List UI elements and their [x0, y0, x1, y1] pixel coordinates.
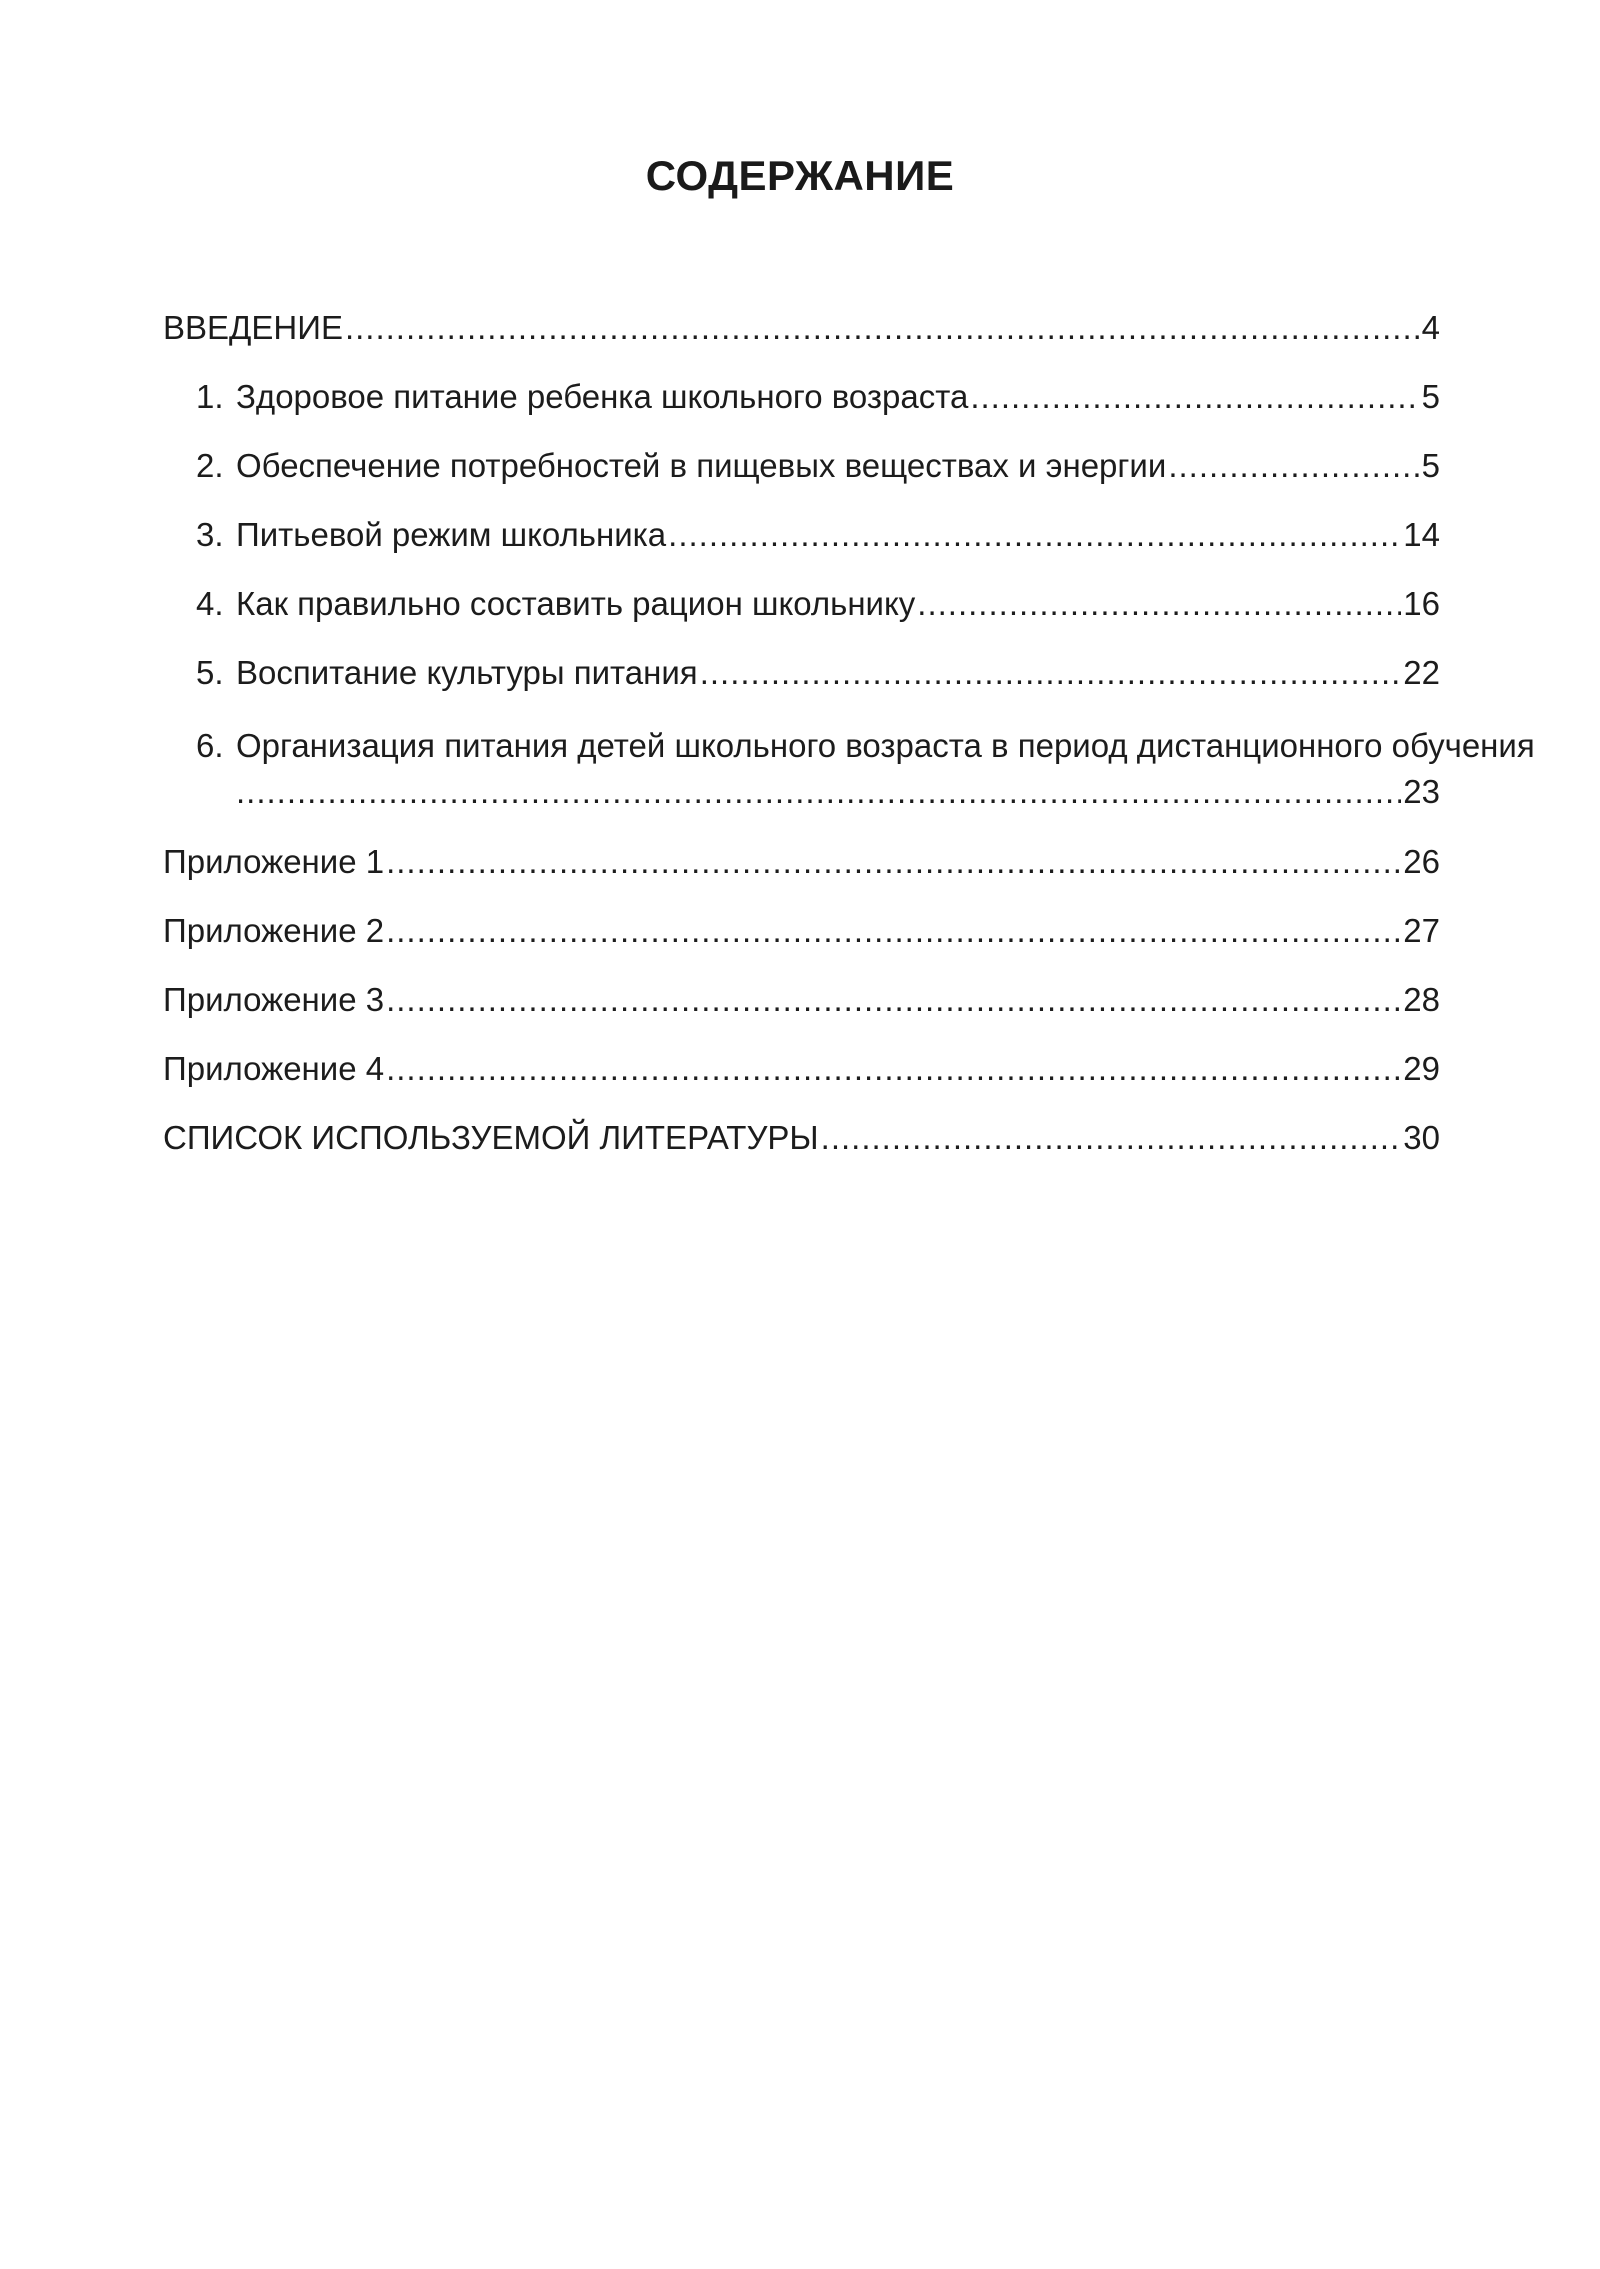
toc-page-number: 22	[1403, 654, 1440, 691]
toc-leader-dots	[345, 308, 1420, 348]
toc-entry-appendix-4[interactable]	[163, 1049, 1440, 1089]
toc-entry-number: 5.	[196, 654, 224, 691]
toc-entry-item-5[interactable]	[196, 653, 1440, 693]
toc-entry-label: Приложение 3	[163, 981, 385, 1018]
toc-page-number: 23	[1403, 773, 1440, 810]
toc-leader-dots	[386, 1049, 1401, 1089]
toc-entry-label: Питьевой режим школьника	[236, 516, 667, 553]
toc-page-number: 29	[1403, 1050, 1440, 1087]
toc-leader-dots	[700, 653, 1402, 693]
toc-page-number: 30	[1403, 1119, 1440, 1156]
toc-entry-label: Обеспечение потребностей в пищевых веществах и энергии	[236, 447, 1167, 484]
toc-entry-appendix-3[interactable]	[163, 980, 1440, 1020]
page-title: СОДЕРЖАНИЕ	[645, 152, 955, 199]
toc-entry-label: Организация питания детей школьного возраста в период дистанционного обучения	[236, 727, 1535, 764]
toc-entry-number: 6.	[196, 727, 224, 764]
toc-entry-number: 2.	[196, 447, 224, 484]
toc-entry-item-1[interactable]	[196, 377, 1440, 417]
toc-entry-item-6[interactable]	[236, 772, 1440, 812]
toc-page-number: 28	[1403, 981, 1440, 1018]
toc-entry-label: Приложение 2	[163, 912, 385, 949]
toc-page-number: 5	[1421, 447, 1440, 484]
toc-entry-item-6-title[interactable]	[196, 726, 1535, 766]
toc-page-number: 16	[1403, 585, 1440, 622]
toc-entry-label: Приложение 4	[163, 1050, 385, 1087]
toc-entry-item-4[interactable]	[196, 584, 1440, 624]
toc-entry-appendix-2[interactable]	[163, 911, 1440, 951]
toc-leader-dots	[917, 584, 1401, 624]
toc-entry-number: 3.	[196, 516, 224, 553]
toc-entry-label: Приложение 1	[163, 843, 385, 880]
toc-page-number: 27	[1403, 912, 1440, 949]
toc-entry-number: 4.	[196, 585, 224, 622]
toc-leader-dots	[236, 772, 1401, 812]
toc-leader-dots	[668, 515, 1401, 555]
toc-entry-label: Воспитание культуры питания	[236, 654, 698, 691]
toc-entry-references[interactable]	[163, 1118, 1440, 1158]
toc-entry-number: 1.	[196, 378, 224, 415]
toc-entry-appendix-1[interactable]	[163, 842, 1440, 882]
toc-leader-dots	[386, 842, 1401, 882]
toc-page-number: 5	[1421, 378, 1440, 415]
toc-leader-dots	[386, 911, 1401, 951]
toc-leader-dots	[821, 1118, 1402, 1158]
toc-leader-dots	[1168, 446, 1419, 486]
toc-entry-label: ВВЕДЕНИЕ	[163, 309, 343, 346]
toc-page-number: 26	[1403, 843, 1440, 880]
toc-entry-label: Как правильно составить рацион школьнику	[236, 585, 916, 622]
toc-leader-dots	[970, 377, 1419, 417]
toc-page-number: 14	[1403, 516, 1440, 553]
toc-entry-label: СПИСОК ИСПОЛЬЗУЕМОЙ ЛИТЕРАТУРЫ	[163, 1119, 819, 1156]
toc-entry-intro[interactable]	[163, 308, 1440, 348]
toc-leader-dots	[386, 980, 1401, 1020]
toc-page-number: 4	[1421, 309, 1440, 346]
toc-entry-item-3[interactable]	[196, 515, 1440, 555]
toc-entry-item-2[interactable]	[196, 446, 1440, 486]
toc-entry-label: Здоровое питание ребенка школьного возраста	[236, 378, 969, 415]
